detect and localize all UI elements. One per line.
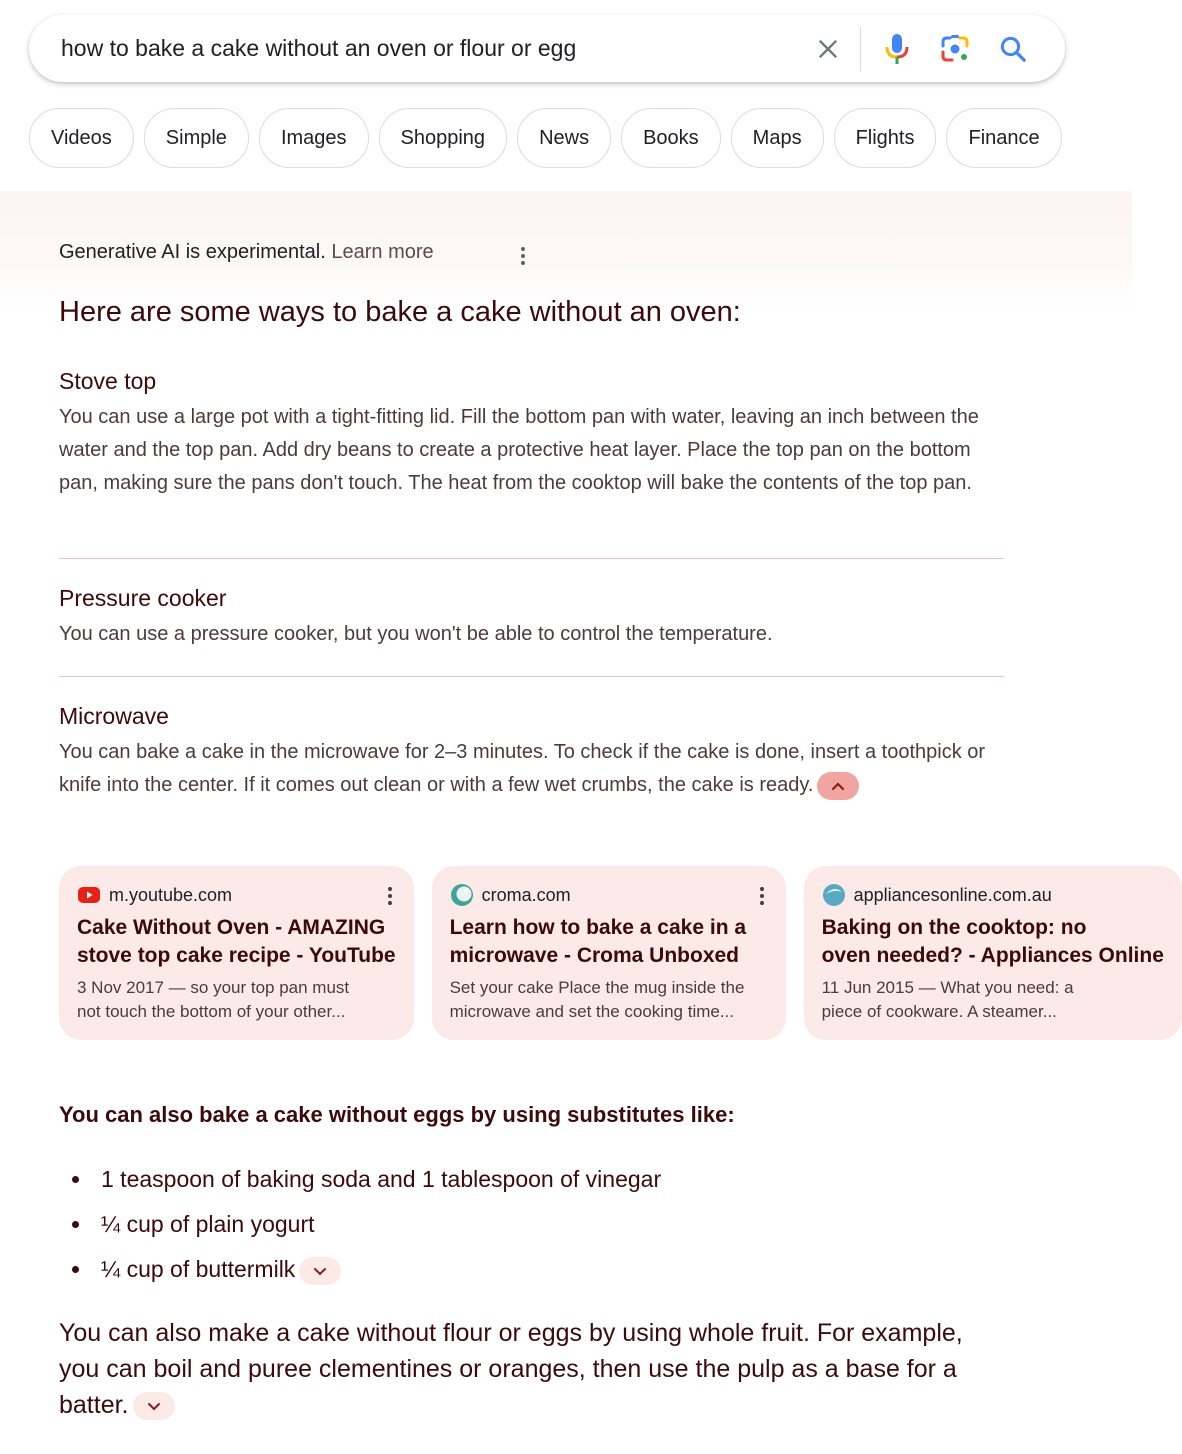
list-item <box>59 1250 661 1295</box>
card-snippet <box>77 976 396 1024</box>
section-divider <box>59 558 1004 559</box>
expand-button[interactable] <box>299 1257 341 1285</box>
card-snippet <box>822 976 1164 1024</box>
card-more-button[interactable] <box>760 887 764 905</box>
chip-shopping[interactable]: Shopping <box>379 108 508 168</box>
card-title-line: stove top cake recipe - YouTube <box>77 944 396 967</box>
ai-overview-more-button[interactable] <box>510 243 536 269</box>
section-microwave <box>59 701 1004 802</box>
appliancesonline-icon <box>822 883 846 907</box>
more-vert-icon-dot <box>388 894 392 898</box>
clear-search-button[interactable] <box>806 27 850 71</box>
source-cards-carousel[interactable] <box>59 866 1164 1040</box>
source-cards <box>59 866 1164 1040</box>
chevron-down-icon <box>147 1401 161 1411</box>
youtube-icon <box>77 883 101 907</box>
chip-finance[interactable]: Finance <box>946 108 1061 168</box>
ai-overview-title: Here are some ways to bake a cake without an oven: <box>59 296 741 328</box>
card-domain: croma.com <box>481 884 571 905</box>
section-body: You can bake a cake in the microwave for 2–3 minutes. To check if the cake is done, insert a toothpick or knife into the center. If it comes out clean or with a few wet crumbs, the cake is ready. <box>59 741 986 796</box>
section-body: You can use a pressure cooker, but you won't be able to control the temperature. <box>59 623 773 645</box>
bullet-icon <box>72 1221 79 1228</box>
croma-icon <box>450 883 474 907</box>
chip-flights[interactable]: Flights <box>834 108 937 168</box>
search-actions <box>806 15 1035 82</box>
more-vert-icon-dot <box>760 894 764 898</box>
card-snippet-line: piece of cookware. A steamer... <box>821 1002 1057 1021</box>
search-button[interactable] <box>991 27 1035 71</box>
search-bar <box>29 15 1065 82</box>
source-card[interactable] <box>432 866 786 1040</box>
list-item-text: ¼ cup of buttermilk <box>101 1256 296 1282</box>
ai-experimental-notice <box>59 241 434 264</box>
voice-search-button[interactable] <box>875 27 919 71</box>
more-vert-icon-dot <box>521 261 525 265</box>
card-domain: m.youtube.com <box>109 884 233 905</box>
card-domain: appliancesonline.com.au <box>853 884 1052 905</box>
chip-maps[interactable]: Maps <box>731 108 824 168</box>
fruit-paragraph: You can also make a cake without flour or eggs by using whole fruit. For example, you can boil and puree clementines or oranges, then use the pulp as a base for a batter. <box>59 1319 963 1419</box>
card-title <box>450 914 768 970</box>
card-snippet <box>450 976 768 1024</box>
search-icon <box>998 34 1028 64</box>
chip-images[interactable]: Images <box>259 108 369 168</box>
chip-books[interactable]: Books <box>621 108 721 168</box>
card-more-button[interactable] <box>388 887 392 905</box>
search-divider <box>860 27 861 71</box>
card-snippet-line: not touch the bottom of your other... <box>77 1002 346 1021</box>
microphone-icon <box>882 32 912 66</box>
list-item <box>59 1205 661 1250</box>
section-body: You can use a large pot with a tight-fitting lid. Fill the bottom pan with water, leaving an inch between the water and the top pan. Add dry beans to create a protective heat layer. Place the top pan on the bottom pan, making sure the pans don't touch. The heat from the cooktop will bake the contents of the top pan. <box>59 406 979 494</box>
more-vert-icon <box>760 887 764 891</box>
source-card[interactable] <box>59 866 414 1040</box>
more-vert-icon-dot <box>521 254 525 258</box>
section-pressure-cooker <box>59 583 1004 651</box>
list-item-text: 1 teaspoon of baking soda and 1 tablespoon of vinegar <box>101 1166 662 1192</box>
card-title-line: oven needed? - Appliances Online <box>821 944 1164 967</box>
card-snippet-line: 11 Jun 2015 — What you need: a <box>821 978 1074 997</box>
section-heading: Pressure cooker <box>59 585 227 611</box>
card-title-line: Baking on the cooktop: no <box>821 916 1087 939</box>
chip-videos[interactable]: Videos <box>29 108 134 168</box>
card-title-line: Cake Without Oven - AMAZING <box>77 916 386 939</box>
section-heading: Stove top <box>59 368 157 394</box>
section-body-wrap <box>59 736 1004 802</box>
card-source <box>77 884 396 906</box>
bullet-icon <box>72 1266 79 1273</box>
card-title <box>822 914 1164 970</box>
search-filter-chips <box>29 108 1062 168</box>
chip-simple[interactable]: Simple <box>144 108 249 168</box>
chevron-up-icon <box>831 781 845 791</box>
section-stove-top <box>59 366 1004 500</box>
fruit-paragraph-wrap <box>59 1315 1009 1423</box>
list-item <box>59 1160 661 1205</box>
collapse-button[interactable] <box>817 772 859 800</box>
card-title-line: microwave - Croma Unboxed <box>449 944 739 967</box>
more-vert-icon <box>521 247 525 251</box>
learn-more-link[interactable]: Learn more <box>331 241 434 263</box>
source-card[interactable] <box>804 866 1182 1040</box>
section-divider <box>59 676 1004 677</box>
section-heading: Microwave <box>59 703 169 729</box>
eggs-heading: You can also bake a cake without eggs by using substitutes like: <box>59 1102 735 1127</box>
card-snippet-line: microwave and set the cooking time... <box>449 1002 735 1021</box>
chevron-down-icon <box>313 1266 327 1276</box>
google-lens-icon <box>939 33 971 65</box>
close-icon <box>815 36 841 62</box>
egg-substitutes-list <box>59 1160 661 1295</box>
chip-news[interactable]: News <box>517 108 611 168</box>
bullet-icon <box>72 1176 79 1183</box>
ai-notice-text: Generative AI is experimental. <box>59 241 326 263</box>
card-title-line: Learn how to bake a cake in a <box>449 916 747 939</box>
card-title <box>77 914 396 970</box>
card-snippet-line: 3 Nov 2017 — so your top pan must <box>77 978 350 997</box>
card-source <box>450 884 768 906</box>
list-item-text: ¼ cup of plain yogurt <box>101 1211 315 1237</box>
card-snippet-line: Set your cake Place the mug inside the <box>449 978 745 997</box>
more-vert-icon <box>388 887 392 891</box>
card-source <box>822 884 1164 906</box>
expand-button[interactable] <box>133 1392 175 1420</box>
more-vert-icon-dot <box>760 901 764 905</box>
more-vert-icon-dot <box>388 901 392 905</box>
google-lens-button[interactable] <box>933 27 977 71</box>
search-input[interactable]: how to bake a cake without an oven or flour or egg <box>61 35 577 61</box>
